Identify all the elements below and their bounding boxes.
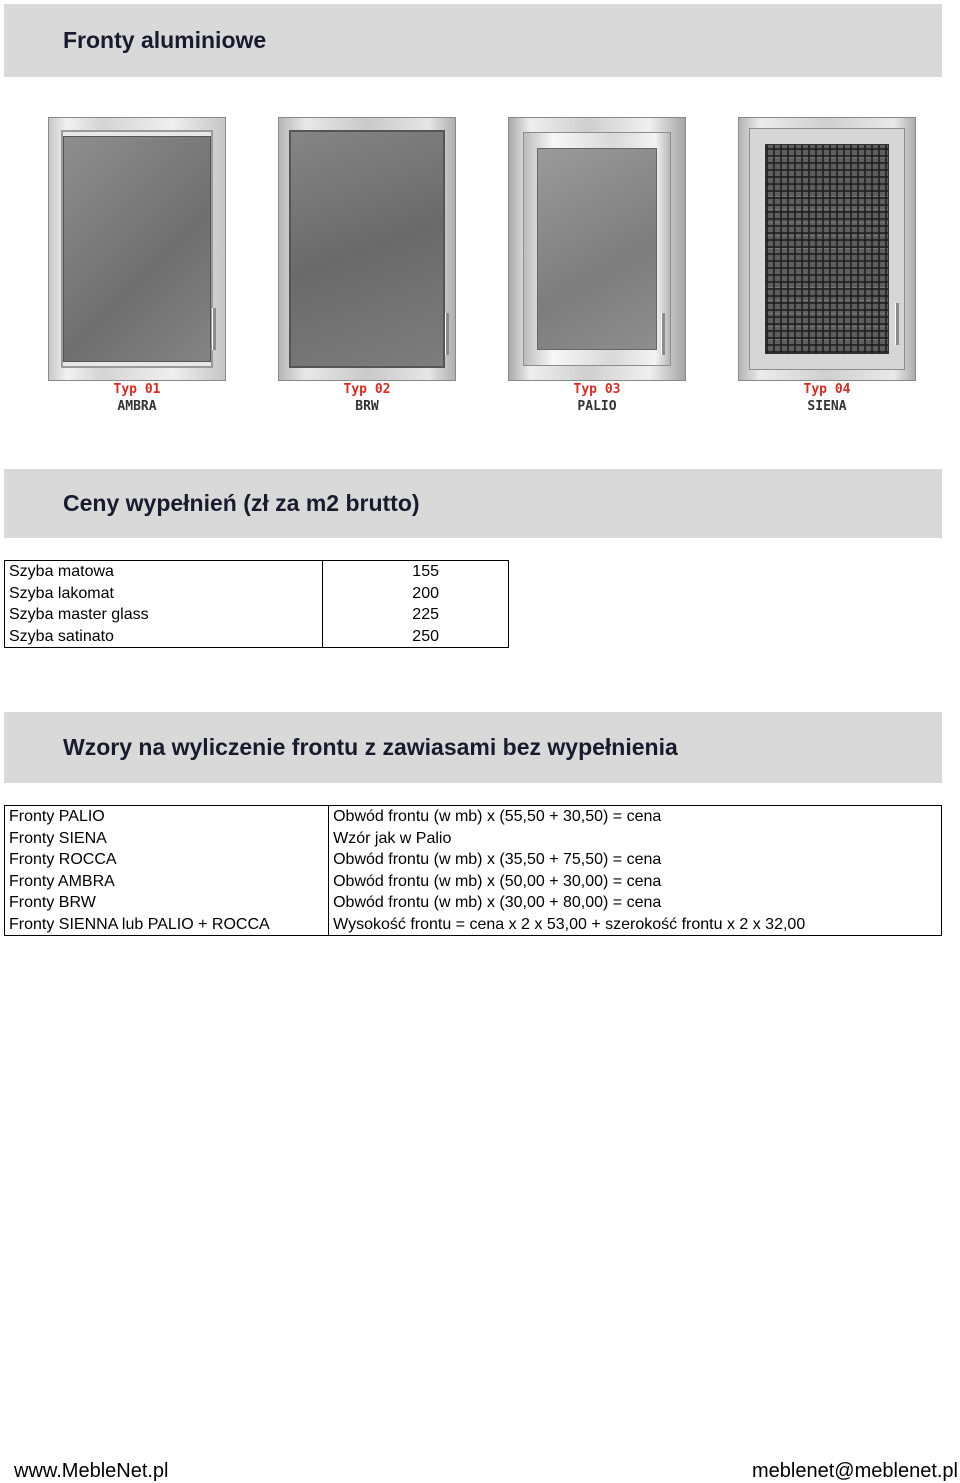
price-value: 250 bbox=[323, 625, 509, 647]
fill-price-table bbox=[4, 560, 509, 648]
price-label: Szyba master glass bbox=[9, 606, 149, 624]
front-caption-siena bbox=[738, 381, 916, 415]
table-row bbox=[5, 870, 942, 891]
price-label: Szyba lakomat bbox=[9, 584, 114, 602]
table-row bbox=[5, 604, 509, 625]
front-label: Fronty AMBRA bbox=[9, 872, 115, 890]
section-title: Wzory na wyliczenie frontu z zawiasami bez wypełnienia bbox=[63, 734, 678, 760]
formula-table bbox=[4, 805, 942, 936]
front-type: Typ 04 bbox=[803, 382, 851, 397]
formula-text: Obwód frontu (w mb) x (30,00 + 80,00) = cena bbox=[329, 892, 942, 913]
front-image-brw bbox=[278, 117, 456, 381]
front-type: Typ 01 bbox=[113, 382, 161, 397]
front-label: Fronty SIENA bbox=[9, 829, 107, 847]
table-row bbox=[5, 828, 942, 849]
price-value: 200 bbox=[323, 583, 509, 604]
price-label: Szyba satinato bbox=[9, 627, 114, 645]
footer-website: www.MebleNet.pl bbox=[14, 1460, 169, 1482]
section-title: Ceny wypełnień (zł za m2 brutto) bbox=[63, 490, 420, 516]
front-label: Fronty BRW bbox=[9, 894, 96, 912]
table-row bbox=[5, 806, 942, 828]
front-caption-palio bbox=[508, 381, 686, 415]
front-name: SIENA bbox=[807, 399, 847, 414]
formula-text: Obwód frontu (w mb) x (35,50 + 75,50) = cena bbox=[329, 849, 942, 870]
section-header-formulas bbox=[4, 712, 942, 783]
footer-email: meblenet@meblenet.pl bbox=[752, 1460, 958, 1482]
table-row bbox=[5, 849, 942, 870]
front-caption-ambra bbox=[48, 381, 226, 415]
price-value: 155 bbox=[323, 561, 509, 583]
price-label: Szyba matowa bbox=[9, 563, 114, 581]
formula-text: Obwód frontu (w mb) x (55,50 + 30,50) = cena bbox=[329, 806, 942, 828]
front-type: Typ 02 bbox=[343, 382, 391, 397]
front-name: PALIO bbox=[577, 399, 617, 414]
table-row bbox=[5, 561, 509, 583]
table-row bbox=[5, 913, 942, 935]
front-name: AMBRA bbox=[117, 399, 157, 414]
front-label: Fronty SIENNA lub PALIO + ROCCA bbox=[9, 915, 270, 933]
formula-text: Obwód frontu (w mb) x (50,00 + 30,00) = cena bbox=[329, 870, 942, 891]
table-row bbox=[5, 583, 509, 604]
front-type: Typ 03 bbox=[573, 382, 621, 397]
page-title: Fronty aluminiowe bbox=[63, 27, 267, 53]
front-label: Fronty ROCCA bbox=[9, 851, 117, 869]
front-name: BRW bbox=[355, 399, 379, 414]
table-row bbox=[5, 625, 509, 647]
formula-text: Wzór jak w Palio bbox=[329, 828, 942, 849]
front-label: Fronty PALIO bbox=[9, 808, 105, 826]
table-row bbox=[5, 892, 942, 913]
section-header-fill-prices bbox=[4, 469, 942, 538]
formula-text: Wysokość frontu = cena x 2 x 53,00 + szerokość frontu x 2 x 32,00 bbox=[329, 913, 942, 935]
section-header-title bbox=[4, 4, 942, 77]
front-image-ambra bbox=[48, 117, 226, 381]
front-caption-brw bbox=[278, 381, 456, 415]
front-image-palio bbox=[508, 117, 686, 381]
price-value: 225 bbox=[323, 604, 509, 625]
front-image-siena bbox=[738, 117, 916, 381]
front-gallery bbox=[0, 117, 960, 417]
